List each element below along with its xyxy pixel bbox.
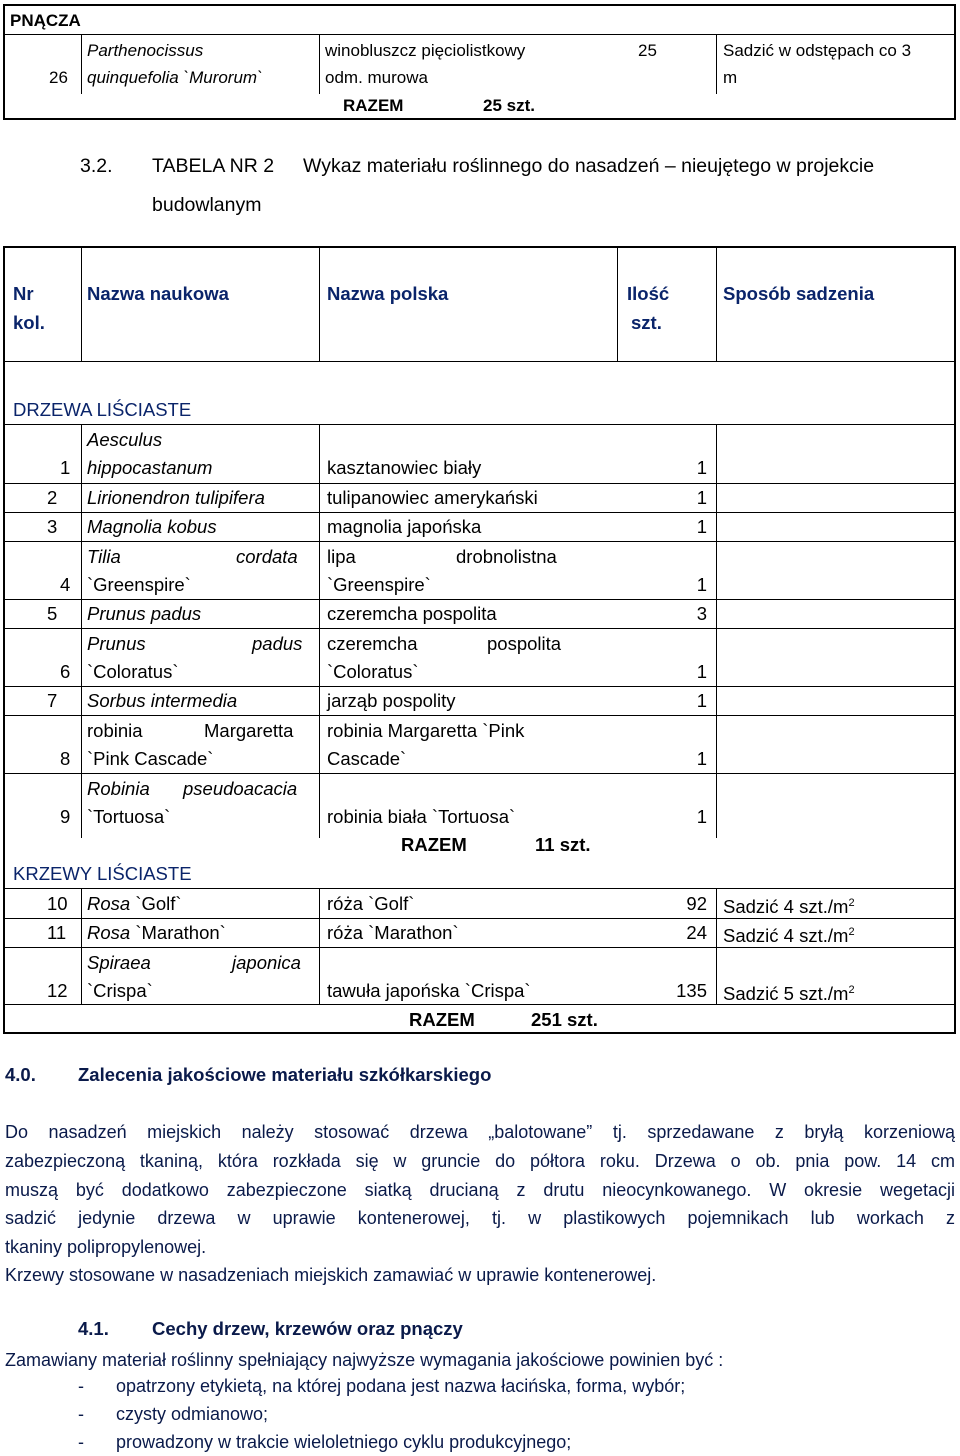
climbers-title: PNĄCZA [10,11,81,30]
polish-name: pospolita [487,633,562,654]
table-divider [81,888,82,1004]
latin-name: Lirionendron tulipifera [87,487,265,508]
paragraph-line: Do nasadzeń miejskich należy stosować drzewa „balotowane” tj. sprzedawane z bryłą korzeniową [5,1122,955,1142]
polish-name: róża `Golf` [327,893,415,914]
row-number: 9 [60,806,71,827]
quantity: 1 [696,661,707,682]
table-divider [81,248,82,361]
paragraph-line: tkaniny polipropylenowej. [5,1237,207,1257]
table-divider [617,248,618,361]
section-title-continued: budowlanym [152,194,262,216]
section-number: 3.2. [80,155,113,177]
quantity: 25 [638,41,657,60]
latin-name: padus [252,633,303,654]
quantity: 1 [696,574,707,595]
latin-name: Prunus padus [87,603,202,624]
latin-name-genus: Rosa [87,893,131,914]
section-title: Wykaz materiału roślinnego do nasadzeń – nieujętego w projekcie [303,155,875,177]
row-number: 7 [47,690,58,711]
total-label: RAZEM [409,1009,475,1030]
latin-name: pseudoacacia [183,778,298,799]
polish-name: tawuła japońska `Crispa` [327,980,531,1001]
unit-exponent: 2 [848,926,855,938]
latin-name: robinia [87,720,143,741]
planting-method [723,918,855,950]
latin-name: `Crispa` [87,980,153,1001]
table-divider [319,248,320,361]
table-divider [319,888,320,1004]
header-planting-method: Sposób sadzenia [723,283,875,304]
section-title: Zalecenia jakościowe materiału szkółkarskiego [78,1064,492,1085]
quantity: 1 [696,516,707,537]
quantity: 1 [696,690,707,711]
latin-name: Robinia [87,778,150,799]
total-label: RAZEM [343,96,404,115]
polish-name: róża `Marathon` [327,922,459,943]
header-nr: Nr [13,283,34,304]
polish-name: Cascade` [327,748,407,769]
latin-name: Margaretta [204,720,294,741]
polish-name: winobluszcz pięciolistkowy [325,41,526,60]
quantity: 24 [686,922,707,943]
latin-name: `Coloratus` [87,661,179,682]
row-number: 5 [47,603,58,624]
table-divider [716,34,717,94]
latin-name: Magnolia kobus [87,516,217,537]
unit-exponent: 2 [848,897,855,909]
paragraph: Zamawiany materiał roślinny spełniający najwyższe wymagania jakościowe powinien być : [5,1350,724,1370]
latin-name-genus: Rosa [87,922,131,943]
polish-name: tulipanowiec amerykański [327,487,538,508]
table-divider [716,424,717,838]
latin-name: `Pink Cascade` [87,748,214,769]
table-divider [5,34,954,35]
planting-method [723,889,855,921]
quantity: 1 [696,457,707,478]
table-divider [716,888,717,1004]
planting-material-table [3,246,956,1034]
list-item: opatrzony etykietą, na której podana jest nazwa łacińska, forma, wybór; [116,1376,686,1396]
quantity: 1 [696,806,707,827]
table-divider [5,361,954,362]
latin-name: Prunus [87,633,146,654]
latin-name: `Greenspire` [87,574,191,595]
table-divider [5,628,954,629]
total-value: 11 szt. [535,834,591,855]
header-quantity: Ilość [627,283,670,304]
latin-name: Parthenocissus [87,41,204,60]
bullet: - [78,1432,84,1452]
row-number: 2 [47,487,58,508]
polish-name: robinia biała `Tortuosa` [327,806,516,827]
header-nr: kol. [13,312,45,333]
planting-density: Sadzić 4 szt./m [723,896,849,918]
latin-name: Tilia [87,546,121,567]
latin-name: cordata [236,546,298,567]
shrubs-section-label: KRZEWY LIŚCIASTE [13,863,192,884]
latin-name: hippocastanum [87,457,213,478]
latin-name: Sorbus intermedia [87,690,238,711]
quantity: 3 [696,603,707,624]
bullet: - [78,1404,84,1424]
row-number: 26 [49,68,68,87]
quantity: 1 [696,487,707,508]
planting-method: m [723,68,738,87]
climbers-table [3,4,956,120]
row-number: 12 [47,980,68,1001]
polish-name: `Coloratus` [327,661,419,682]
header-quantity: szt. [631,312,662,333]
planting-density: Sadzić 4 szt./m [723,925,849,947]
polish-name: magnolia japońska [327,516,482,537]
polish-name: kasztanowiec biały [327,457,482,478]
row-number: 11 [47,922,67,943]
paragraph: Krzewy stosowane w nasadzeniach miejskich zamawiać w uprawie kontenerowej. [5,1265,657,1285]
quantity: 92 [686,893,707,914]
trees-section-label: DRZEWA LIŚCIASTE [13,399,192,420]
latin-name: quinquefolia `Murorum` [87,68,263,87]
table-divider [319,424,320,838]
row-number: 3 [47,516,58,537]
row-number: 10 [47,893,68,914]
row-number: 6 [60,661,71,682]
row-number: 1 [60,457,71,478]
quantity: 135 [676,980,707,1001]
table-divider [81,34,82,94]
latin-name: `Tortuosa` [87,806,171,827]
section-number: 4.1. [78,1318,109,1339]
unit-exponent: 2 [848,984,855,996]
latin-name-cultivar: `Golf` [130,893,182,914]
latin-name [87,918,226,947]
section-title: Cechy drzew, krzewów oraz pnączy [152,1318,463,1339]
latin-name-cultivar: `Marathon` [130,922,226,943]
polish-name: `Greenspire` [327,574,431,595]
table-divider [81,424,82,838]
row-number: 4 [60,574,71,595]
paragraph-line: muszą być dodatkowo zabezpieczone siatką drucianą z drutu nieocynkowanego. W okresie wegetacji [5,1180,955,1200]
polish-name: czeremcha pospolita [327,603,497,624]
latin-name [87,889,182,918]
bullet: - [78,1376,84,1396]
paragraph-line: sadzić jedynie drzewa w uprawie kontenerowej, tj. w plastikowych pojemnikach lub workach z [5,1208,955,1228]
section-number: 4.0. [5,1064,36,1085]
table-divider [319,34,320,94]
list-item: prowadzony w trakcie wieloletniego cyklu produkcyjnego; [116,1432,572,1452]
latin-name: Spiraea [87,952,151,973]
row-number: 8 [60,748,71,769]
paragraph-line: zabezpieczoną tkaniną, która rozkłada się w gruncie do półtora roku. Drzewa o ob. pnia pow. 14 cm [5,1151,955,1171]
table-label: TABELA NR 2 [152,155,275,177]
planting-method: Sadzić w odstępach co 3 [723,41,912,60]
polish-name: jarząb pospolity [327,690,456,711]
table-divider [5,1004,954,1005]
total-value: 251 szt. [531,1009,598,1030]
quantity: 1 [696,748,707,769]
header-polish-name: Nazwa polska [327,283,449,304]
total-value: 25 szt. [483,96,535,115]
polish-name: drobnolistna [456,546,557,567]
polish-name: lipa [327,546,356,567]
total-label: RAZEM [401,834,467,855]
table-divider [716,248,717,361]
planting-density: Sadzić 5 szt./m [723,983,849,1005]
polish-name: robinia Margaretta `Pink [327,720,525,741]
polish-name: czeremcha [327,633,418,654]
latin-name: Aesculus [87,429,163,450]
latin-name: japonica [232,952,301,973]
list-item: czysty odmianowo; [116,1404,269,1424]
header-latin-name: Nazwa naukowa [87,283,229,304]
polish-name: odm. murowa [325,68,428,87]
